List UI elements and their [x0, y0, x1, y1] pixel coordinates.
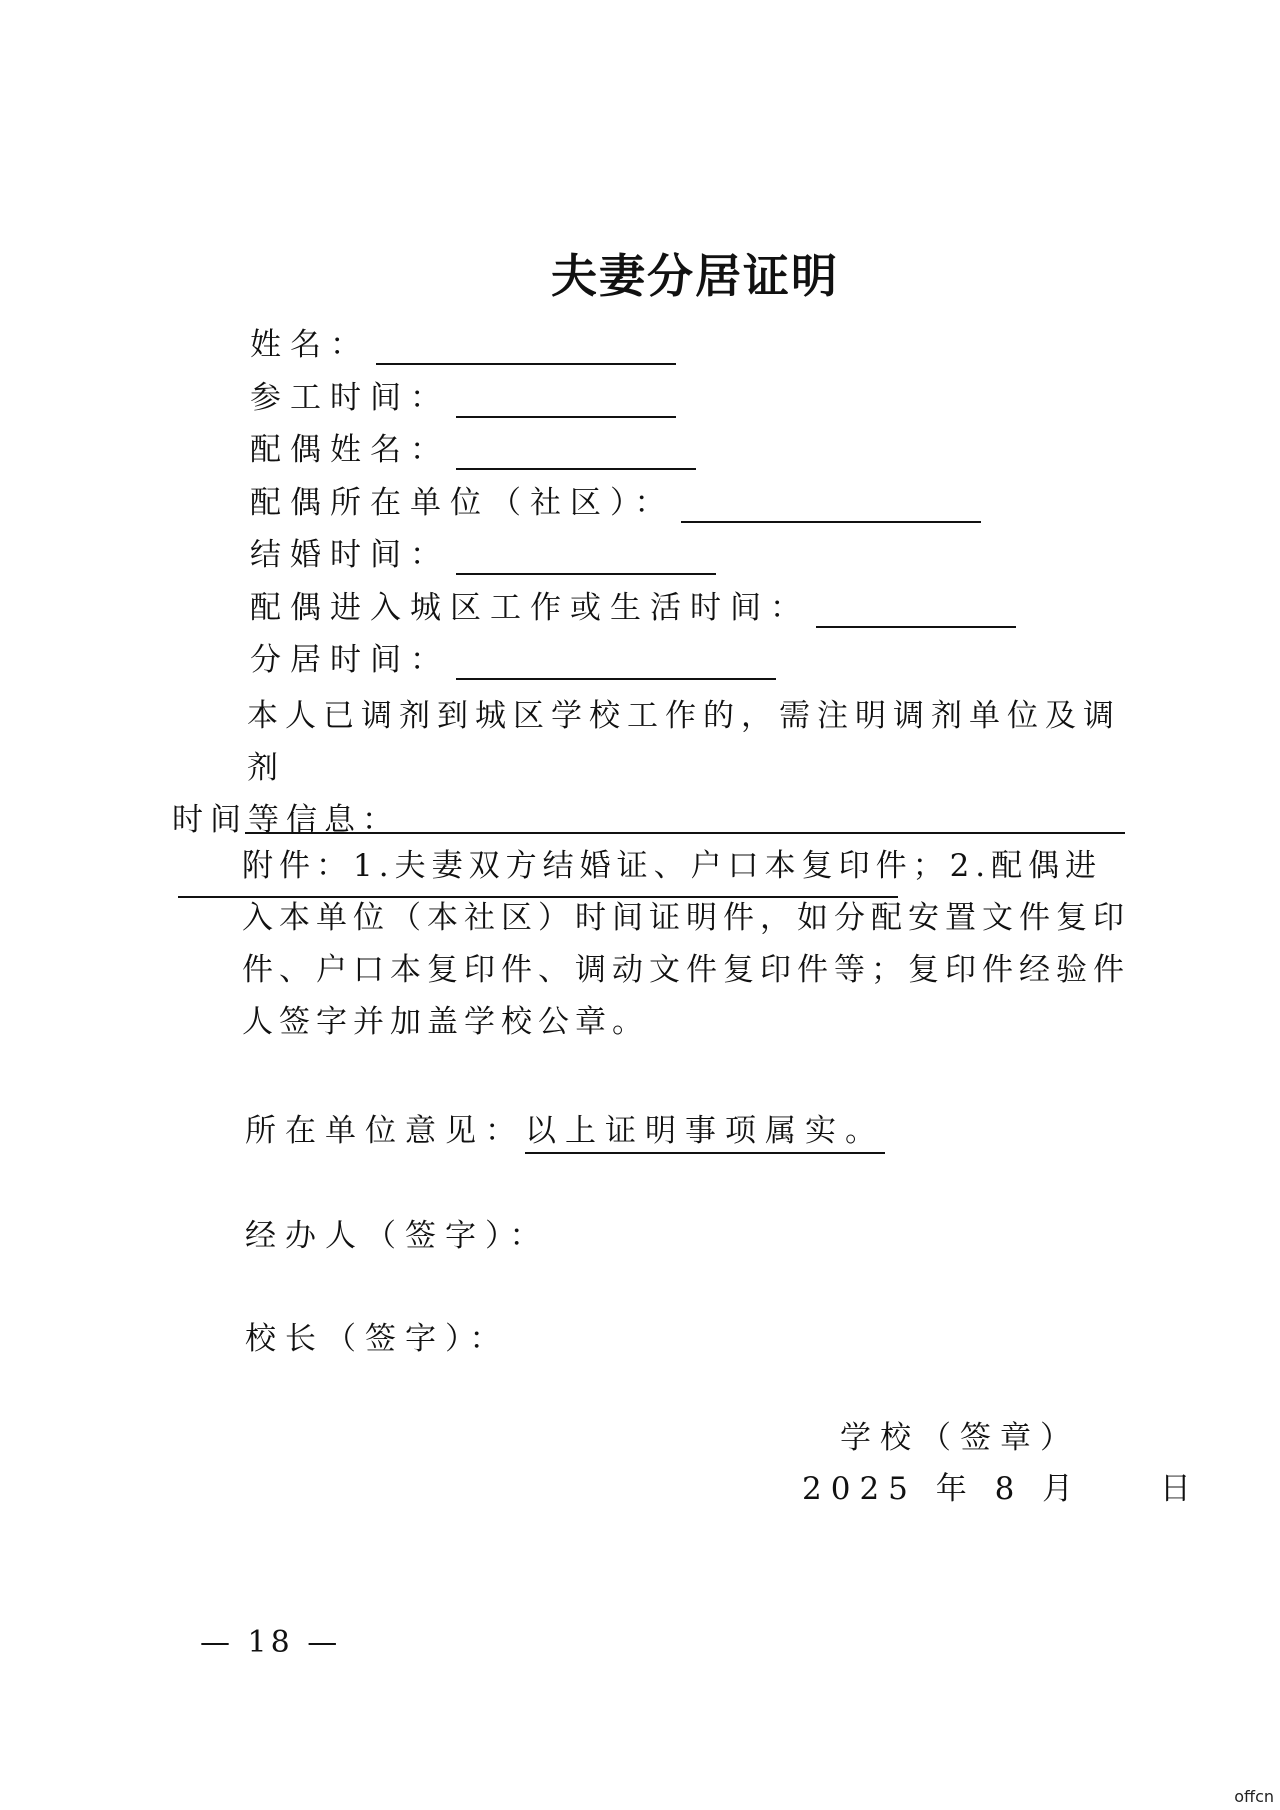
document-title: 夫妻分居证明	[551, 249, 839, 303]
fill-blank-line[interactable]	[456, 543, 716, 575]
field-label: 配偶姓名：	[250, 432, 450, 468]
field-label: 参工时间：	[250, 380, 450, 416]
field-label: 配偶进入城区工作或生活时间：	[250, 590, 810, 626]
attachments-text: 附件：1.夫妻双方结婚证、户口本复印件；2.配偶进入本单位（本社区）时间证明件，如分配安置文件复印件、户口本复印件、调动文件复印件等；复印件经验件人签字并加盖学校公章。	[242, 848, 1130, 1040]
opinion-label: 所在单位意见：	[245, 1113, 525, 1149]
field-separation-date	[250, 640, 776, 680]
field-spouse-name	[250, 430, 696, 470]
transfer-note-line: 本人已调剂到城区学校工作的，需注明调剂单位及调剂	[247, 698, 1121, 786]
field-label: 分居时间：	[250, 642, 450, 678]
field-label: 配偶所在单位（社区）：	[250, 485, 675, 521]
principal-signature: 校长（签字）：	[245, 1321, 510, 1357]
unit-opinion	[245, 1105, 885, 1154]
page-number: — 18 —	[200, 1625, 342, 1660]
field-spouse-city-date	[250, 588, 1016, 628]
fill-blank-line[interactable]	[816, 596, 1016, 628]
handler-signature: 经办人（签字）：	[245, 1218, 550, 1254]
watermark-logo: offcn	[1234, 1787, 1274, 1806]
fill-blank-line[interactable]	[456, 438, 696, 470]
field-name	[250, 325, 676, 365]
field-marriage-date	[250, 535, 716, 575]
field-label: 结婚时间：	[250, 537, 450, 573]
fill-blank-line-full[interactable]	[245, 830, 1125, 834]
fill-blank-line[interactable]	[681, 491, 981, 523]
attachments-paragraph	[172, 840, 1132, 1048]
school-seal: 学校（签章）	[840, 1420, 1080, 1456]
fill-blank-line[interactable]	[456, 386, 676, 418]
fill-blank-line[interactable]	[456, 648, 776, 680]
date-line: 2025 年 8 月 日	[802, 1471, 1200, 1507]
fill-blank-line[interactable]	[376, 333, 676, 365]
field-work-start	[250, 378, 676, 418]
field-spouse-unit	[250, 483, 981, 523]
field-label: 姓名：	[250, 327, 370, 363]
transfer-note-label: 时间等信息：	[172, 802, 400, 838]
opinion-value: 以上证明事项属实。	[525, 1105, 885, 1154]
